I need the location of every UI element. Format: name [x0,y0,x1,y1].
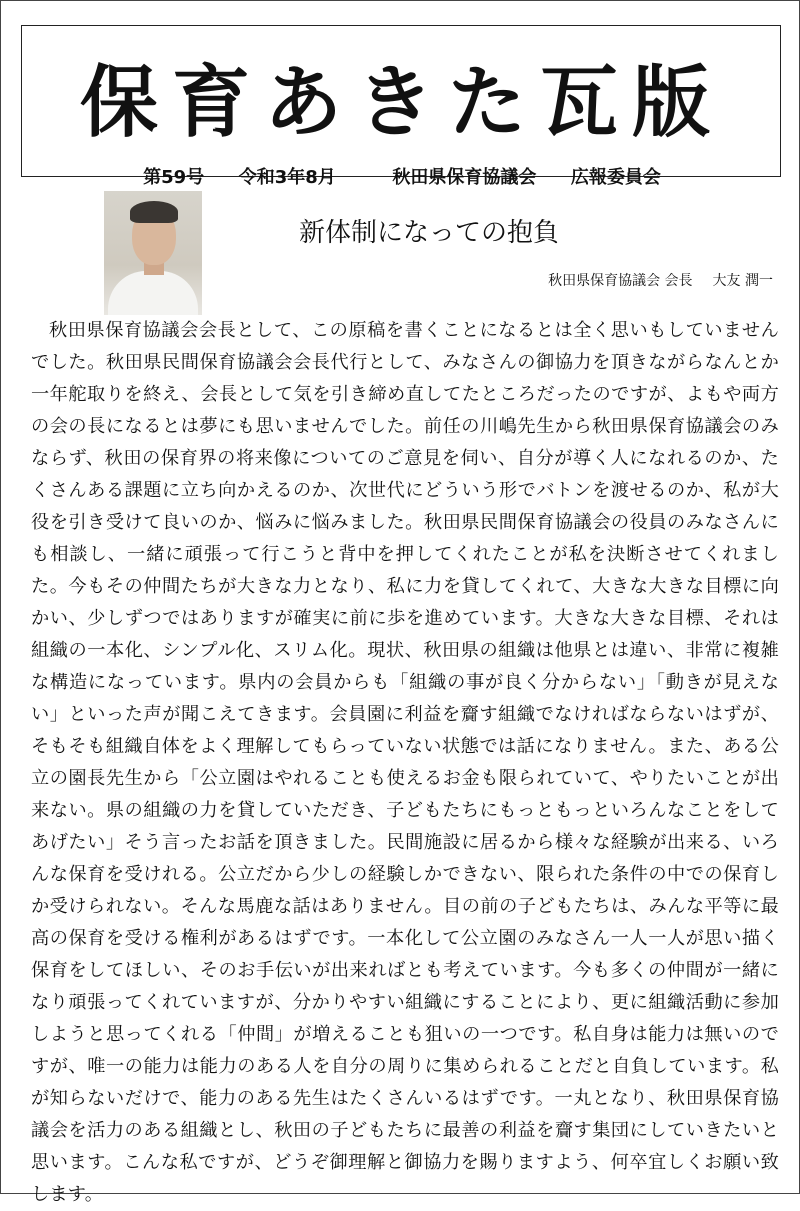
issue-date: 令和3年8月 [238,167,336,188]
byline-organization: 秋田県保育協議会 会長 [548,273,693,289]
masthead [21,25,781,188]
author-photo [104,191,202,315]
byline-author: 大友 潤一 [712,273,773,289]
newsletter-title: 保育あきた瓦版 [79,57,724,148]
committee-name: 広報委員会 [570,167,661,188]
article-byline [421,271,773,291]
article-body: 秋田県保育協議会会長として、この原稿を書くことになるとは全く思いもしていませんでした。秋田県民間保育協議会会長代行として、みなさんの御協力を頂きながらなんとか一年舵取りを終え、会長として気を引き締め直してたところだったのですが、よもや両方の会の長になるとは夢にも思いませんでした。前任の川嶋先生から秋田県保育協議会のみならず、秋田の保育界の将来像についてのご意見を伺い、自分が導く人になれるのか、たくさんある課題に立ち向かえるのか、次世代にどういう形でバトンを渡せるのか、私が大役を引き受けて良いのか、悩みに悩みました。秋田県民間保育協議会の役員のみなさんにも相談し、一緒に頑張って行こうと背中を押してくれたことが私を決断させてくれました。今もその仲間たちが大きな力となり、私に力を貸してくれて、大きな大きな目標に向かい、少しずつではありますが確実に前に歩を進めています。大きな大きな目標、それは組織の一本化、シンプル化、スリム化。現状、秋田県の組織は他県とは違い、非常に複雑な構造になっています。県内の会員からも「組織の事が良く分からない」「動きが見えない」といった声が聞こえてきます。会員園に利益を齎す組織でなければならないはずが、そもそも組織自体をよく理解してもらっていない状態では話になりません。また、ある公立の園長先生から「公立園はやれることも使えるお金も限られていて、やりたいことが出来ない。県の組織の力を貸していただき、子どもたちにもっともっといろんなことをしてあげたい」そう言ったお話を頂きました。民間施設に居るから様々な経験が出来る、いろんな保育を受けれる。公立だから少しの経験しかできない、限られた条件の中での保育しか受けられない。そんな馬鹿な話はありません。目の前の子どもたちは、みんな平等に最高の保育を受ける権利があるはずです。一本化して公立園のみなさん一人一人が思い描く保育をしてほしい、そのお手伝いが出来ればとも考えています。今も多くの仲間が一緒になり頑張ってくれていますが、分かりやすい組織にすることにより、更に組織活動に参加しようと思ってくれる「仲間」が増えることも狙いの一つです。私自身は能力は無いのですが、唯一の能力は能力のある人を自分の周りに集められることだと自負しています。私が知らないだけで、能力のある先生はたくさんいるはずです。一丸となり、秋田県保育協議会を活力のある組織とし、秋田の子どもたちに最善の利益を齎す集団にしていきたいと思います。こんな私ですが、どうぞ御理解と御協力を賜りますよう、何卒宜しくお願い致します。 [31,320,779,1205]
issue-line [22,166,782,190]
issue-number: 第59号 [143,167,205,188]
publisher-name: 秋田県保育協議会 [392,167,537,188]
article-headline: 新体制になっての抱負 [299,218,560,248]
